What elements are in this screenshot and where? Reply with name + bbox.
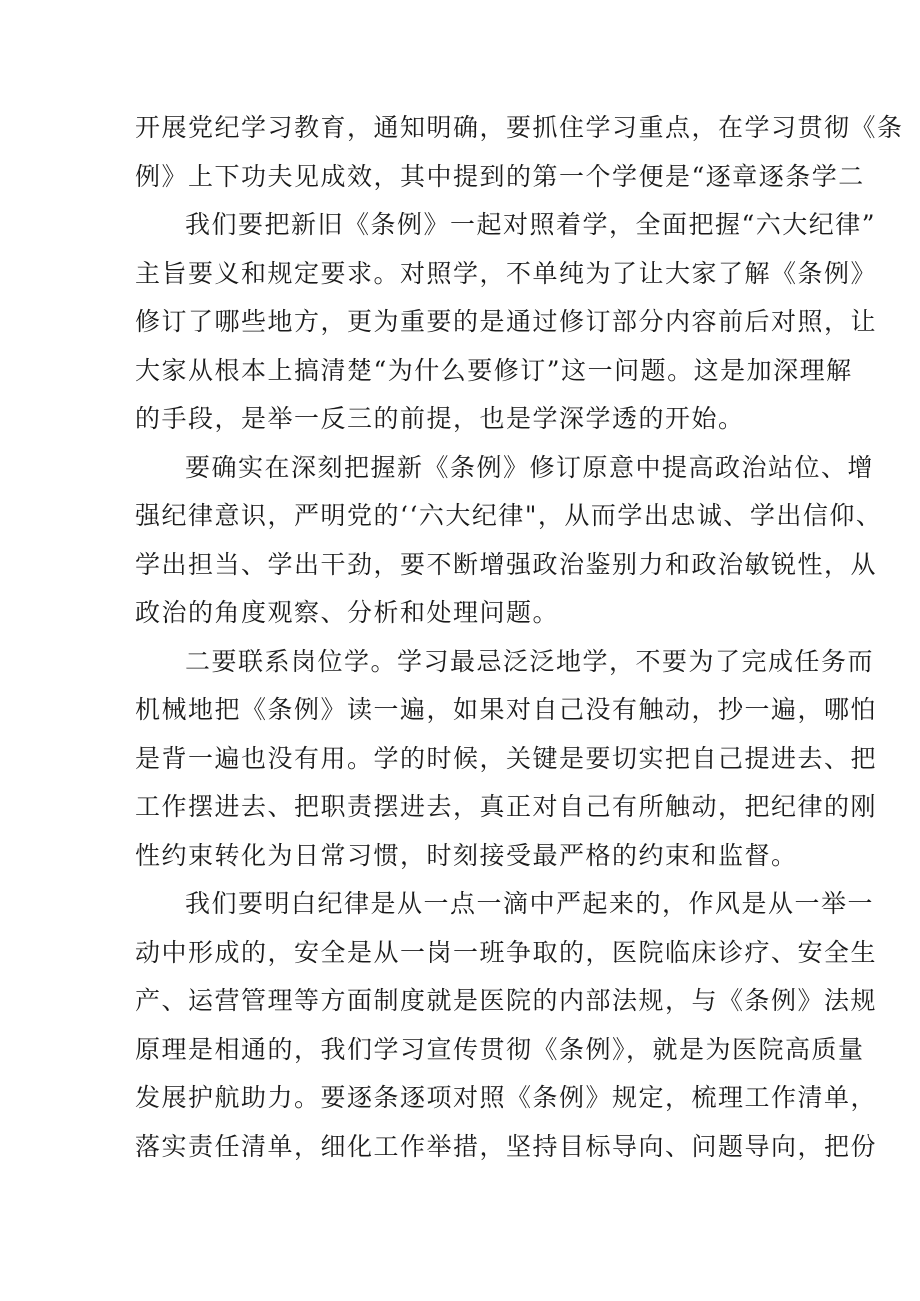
text-line: 产、运营管理等方面制度就是医院的内部法规，与《条例》法规 (135, 986, 878, 1015)
text-line: 发展护航助力。要逐条逐项对照《条例》规定，梳理工作清单， (135, 1083, 878, 1112)
text-line: 工作摆进去、把职责摆进去，真正对自己有所触动，把纪律的刚 (135, 792, 878, 821)
paragraph-2 (135, 201, 878, 444)
text-line: 开展党纪学习教育，通知明确，要抓住学习重点，在学习贯彻《条 (135, 113, 904, 142)
text-line: 原理是相通的，我们学习宣传贯彻《条例》，就是为医院高质量 (135, 1034, 865, 1064)
document-page (135, 104, 904, 1171)
text-line: 大家从根本上搞清楚“为什么要修订”这一问题。这是加深理解 (135, 355, 853, 385)
text-line: 要确实在深刻把握新《条例》修订原意中提高政治站位、增 (185, 452, 875, 482)
text-line: 二要联系岗位学。学习最忌泛泛地学，不要为了完成任务而 (185, 646, 875, 676)
text-line: 性约束转化为日常习惯，时刻接受最严格的约束和监督。 (135, 840, 798, 870)
text-line: 我们要把新旧《条例》一起对照着学，全面把握“六大纪律” (185, 210, 877, 239)
text-line: 学出担当、学出干劲，要不断增强政治鉴别力和政治敏锐性，从 (135, 549, 878, 579)
text-line: 主旨要义和规定要求。对照学，不单纯为了让大家了解《条例》 (135, 258, 878, 288)
text-line: 政治的角度观察、分析和处理问题。 (135, 598, 560, 627)
text-line: 落实责任清单，细化工作举措，坚持目标导向、问题导向，把份 (135, 1131, 878, 1161)
text-line: 动中形成的，安全是从一岗一班争取的，医院临床诊疗、安全生 (135, 937, 878, 967)
text-line: 是背一遍也没有用。学的时候，关键是要切实把自己提进去、把 (135, 743, 878, 773)
text-line: 修订了哪些地方，更为重要的是通过修订部分内容前后对照，让 (135, 307, 878, 336)
text-line: 强纪律意识，严明党的‘‘六大纪律"，从而学出忠诚、学出信仰、 (135, 501, 883, 530)
text-line: 我们要明白纪律是从一点一滴中严起来的，作风是从一举一 (185, 889, 875, 918)
paragraph-3 (135, 444, 883, 638)
paragraph-1 (135, 104, 904, 201)
paragraph-4 (135, 638, 878, 881)
text-line: 例》上下功夫见成效，其中提到的第一个学便是“逐章逐条学二 (135, 161, 865, 191)
text-line: 机械地把《条例》读一遍，如果对自己没有触动，抄一遍，哪怕 (135, 695, 878, 724)
paragraph-5 (135, 880, 878, 1171)
text-line: 的手段，是举一反三的前提，也是学深学透的开始。 (135, 404, 745, 433)
